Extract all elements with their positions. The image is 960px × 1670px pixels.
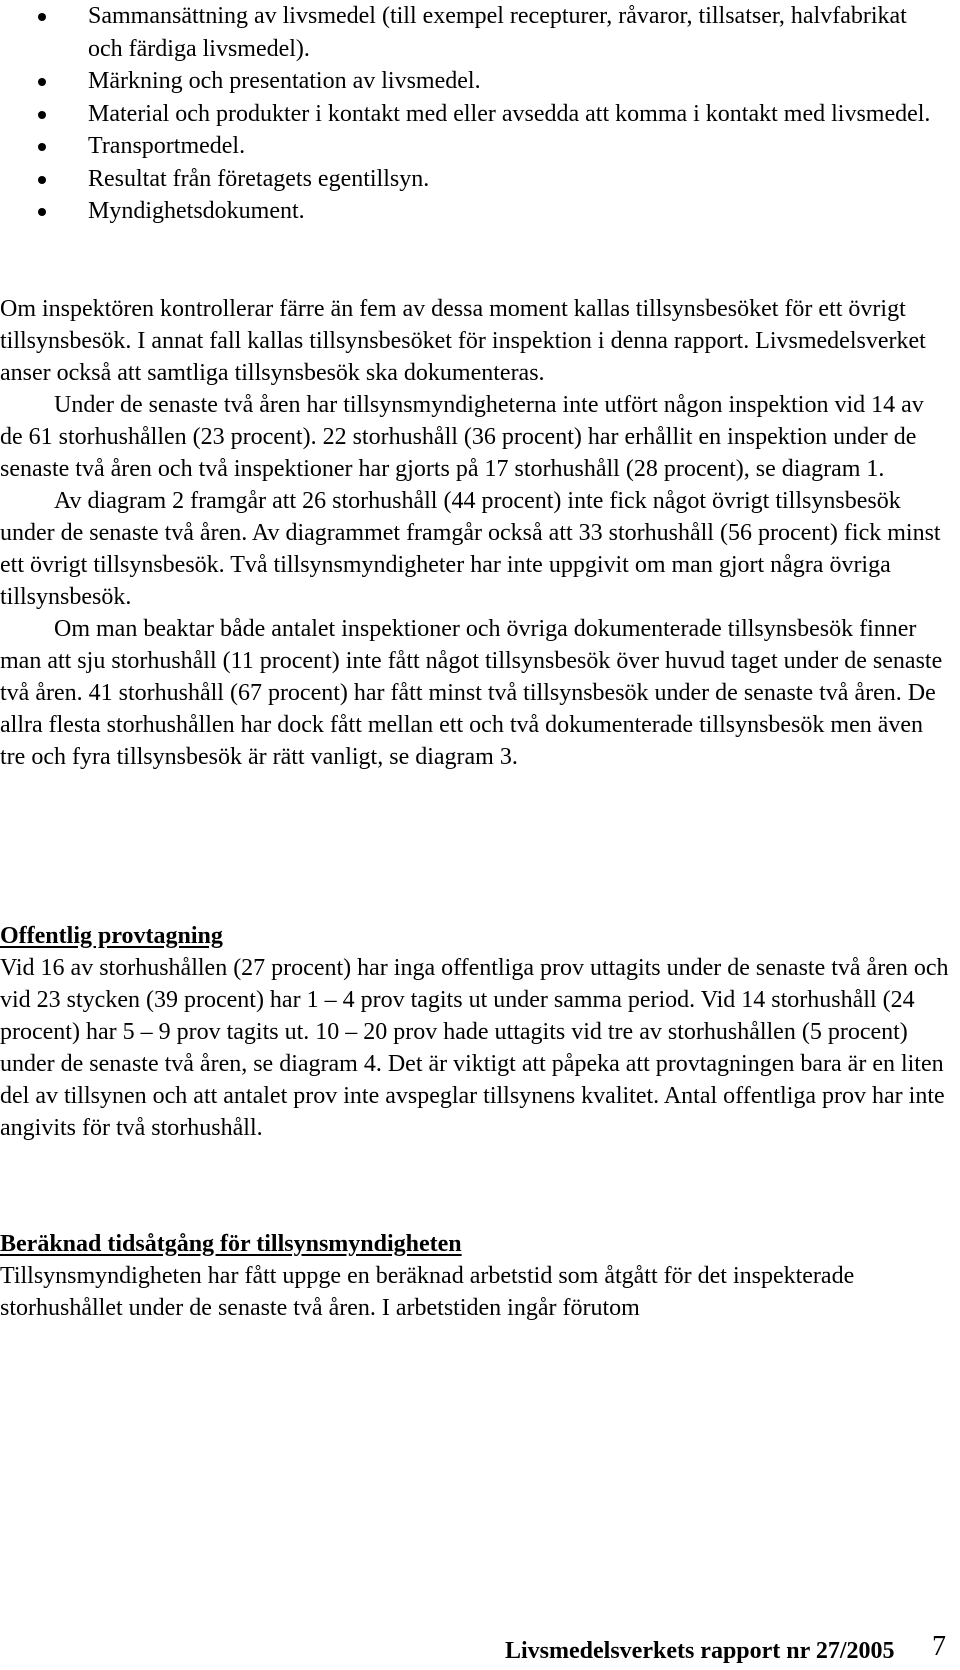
list-item-text: Sammansättning av livsmedel (till exempel recepturer, råvaror, tillsatser, halvfabrikat och färdiga livsmedel). [88,3,907,62]
bullet-icon [38,176,46,184]
paragraph: Under de senaste två åren har tillsynsmyndigheterna inte utfört någon inspektion vid 14 av de 61 storhushållen (23 procent). 22 storhushåll (36 procent) har erhållit en inspektion under de senaste två åren och två inspektioner har gjorts på 17 storhushåll (28 procent), se diagram 1. [0,392,924,482]
paragraph: Tillsynsmyndigheten har fått uppge en beräknad arbetstid som åtgått för det inspekterade storhushållet under de senaste två åren. I arbetstiden ingår förutom [0,1263,855,1321]
list-item-text: Resultat från företagets egentillsyn. [88,165,430,192]
inspection-items-list [0,0,940,228]
bullet-icon [38,13,46,21]
time-section [0,1228,950,1324]
section-heading: Offentlig provtagning [0,923,223,949]
list-item [0,130,940,163]
list-item-text: Transportmedel. [88,133,246,159]
list-item [0,65,940,98]
bullet-icon [38,143,46,151]
sampling-section [0,920,950,1144]
list-item [0,163,940,196]
intro-section [0,293,950,773]
list-item [0,195,940,228]
list-item [0,98,940,131]
bullet-icon [38,208,46,216]
list-item-text: Material och produkter i kontakt med eller avsedda att komma i kontakt med livsmedel. [88,100,931,127]
paragraph: Om inspektören kontrollerar färre än fem av dessa moment kallas tillsynsbesöket för ett övrigt tillsynsbesök. I annat fall kallas tillsynsbesöket för inspektion i denna rapport. Livsmedelsverket anser också att samtliga tillsynsbesök ska dokumenteras. [0,296,926,386]
paragraph: Om man beaktar både antalet inspektioner och övriga dokumenterade tillsynsbesök finner man att sju storhushåll (11 procent) inte fått något tillsynsbesök över huvud taget under de senaste två åren. 41 storhushåll (67 procent) har fått minst två tillsynsbesök under de senaste två åren. De allra flesta storhushållen har dock fått mellan ett och två dokumenterade tillsynsbesök men även tre och fyra tillsynsbesök är rätt vanligt, se diagram 3. [0,616,943,770]
paragraph: Av diagram 2 framgår att 26 storhushåll (44 procent) inte fick något övrigt tillsynsbesök under de senaste två åren. Av diagrammet framgår också att 33 storhushåll (56 procent) fick minst ett övrigt tillsynsbesök. Två tillsynsmyndigheter har inte uppgivit om man gjort några övriga tillsynsbesök. [0,488,941,610]
list-item-text: Märkning och presentation av livsmedel. [88,68,481,94]
list-item-text: Myndighetsdokument. [88,198,305,224]
bullet-icon [38,78,46,86]
bullet-icon [38,111,46,119]
paragraph: Vid 16 av storhushållen (27 procent) har inga offentliga prov uttagits under de senaste två åren och vid 23 stycken (39 procent) har 1 – 4 prov tagits ut under samma period. Vid 14 storhushåll (24 procent) har 5 – 9 prov tagits ut. 10 – 20 prov hade uttagits vid tre av storhushållen (5 procent) under de senaste två åren, se diagram 4. Det är viktigt att påpeka att provtagningen bara är en liten del av tillsynen och att antalet prov inte avspeglar tillsynens kvalitet. Antal offentliga prov har inte angivits för två storhushåll. [0,955,949,1141]
page-number: 7 [932,1631,946,1662]
report-title-footer: Livsmedelsverkets rapport nr 27/2005 [505,1638,895,1664]
list-item [0,0,940,65]
section-heading: Beräknad tidsåtgång för tillsynsmyndigheten [0,1231,462,1257]
